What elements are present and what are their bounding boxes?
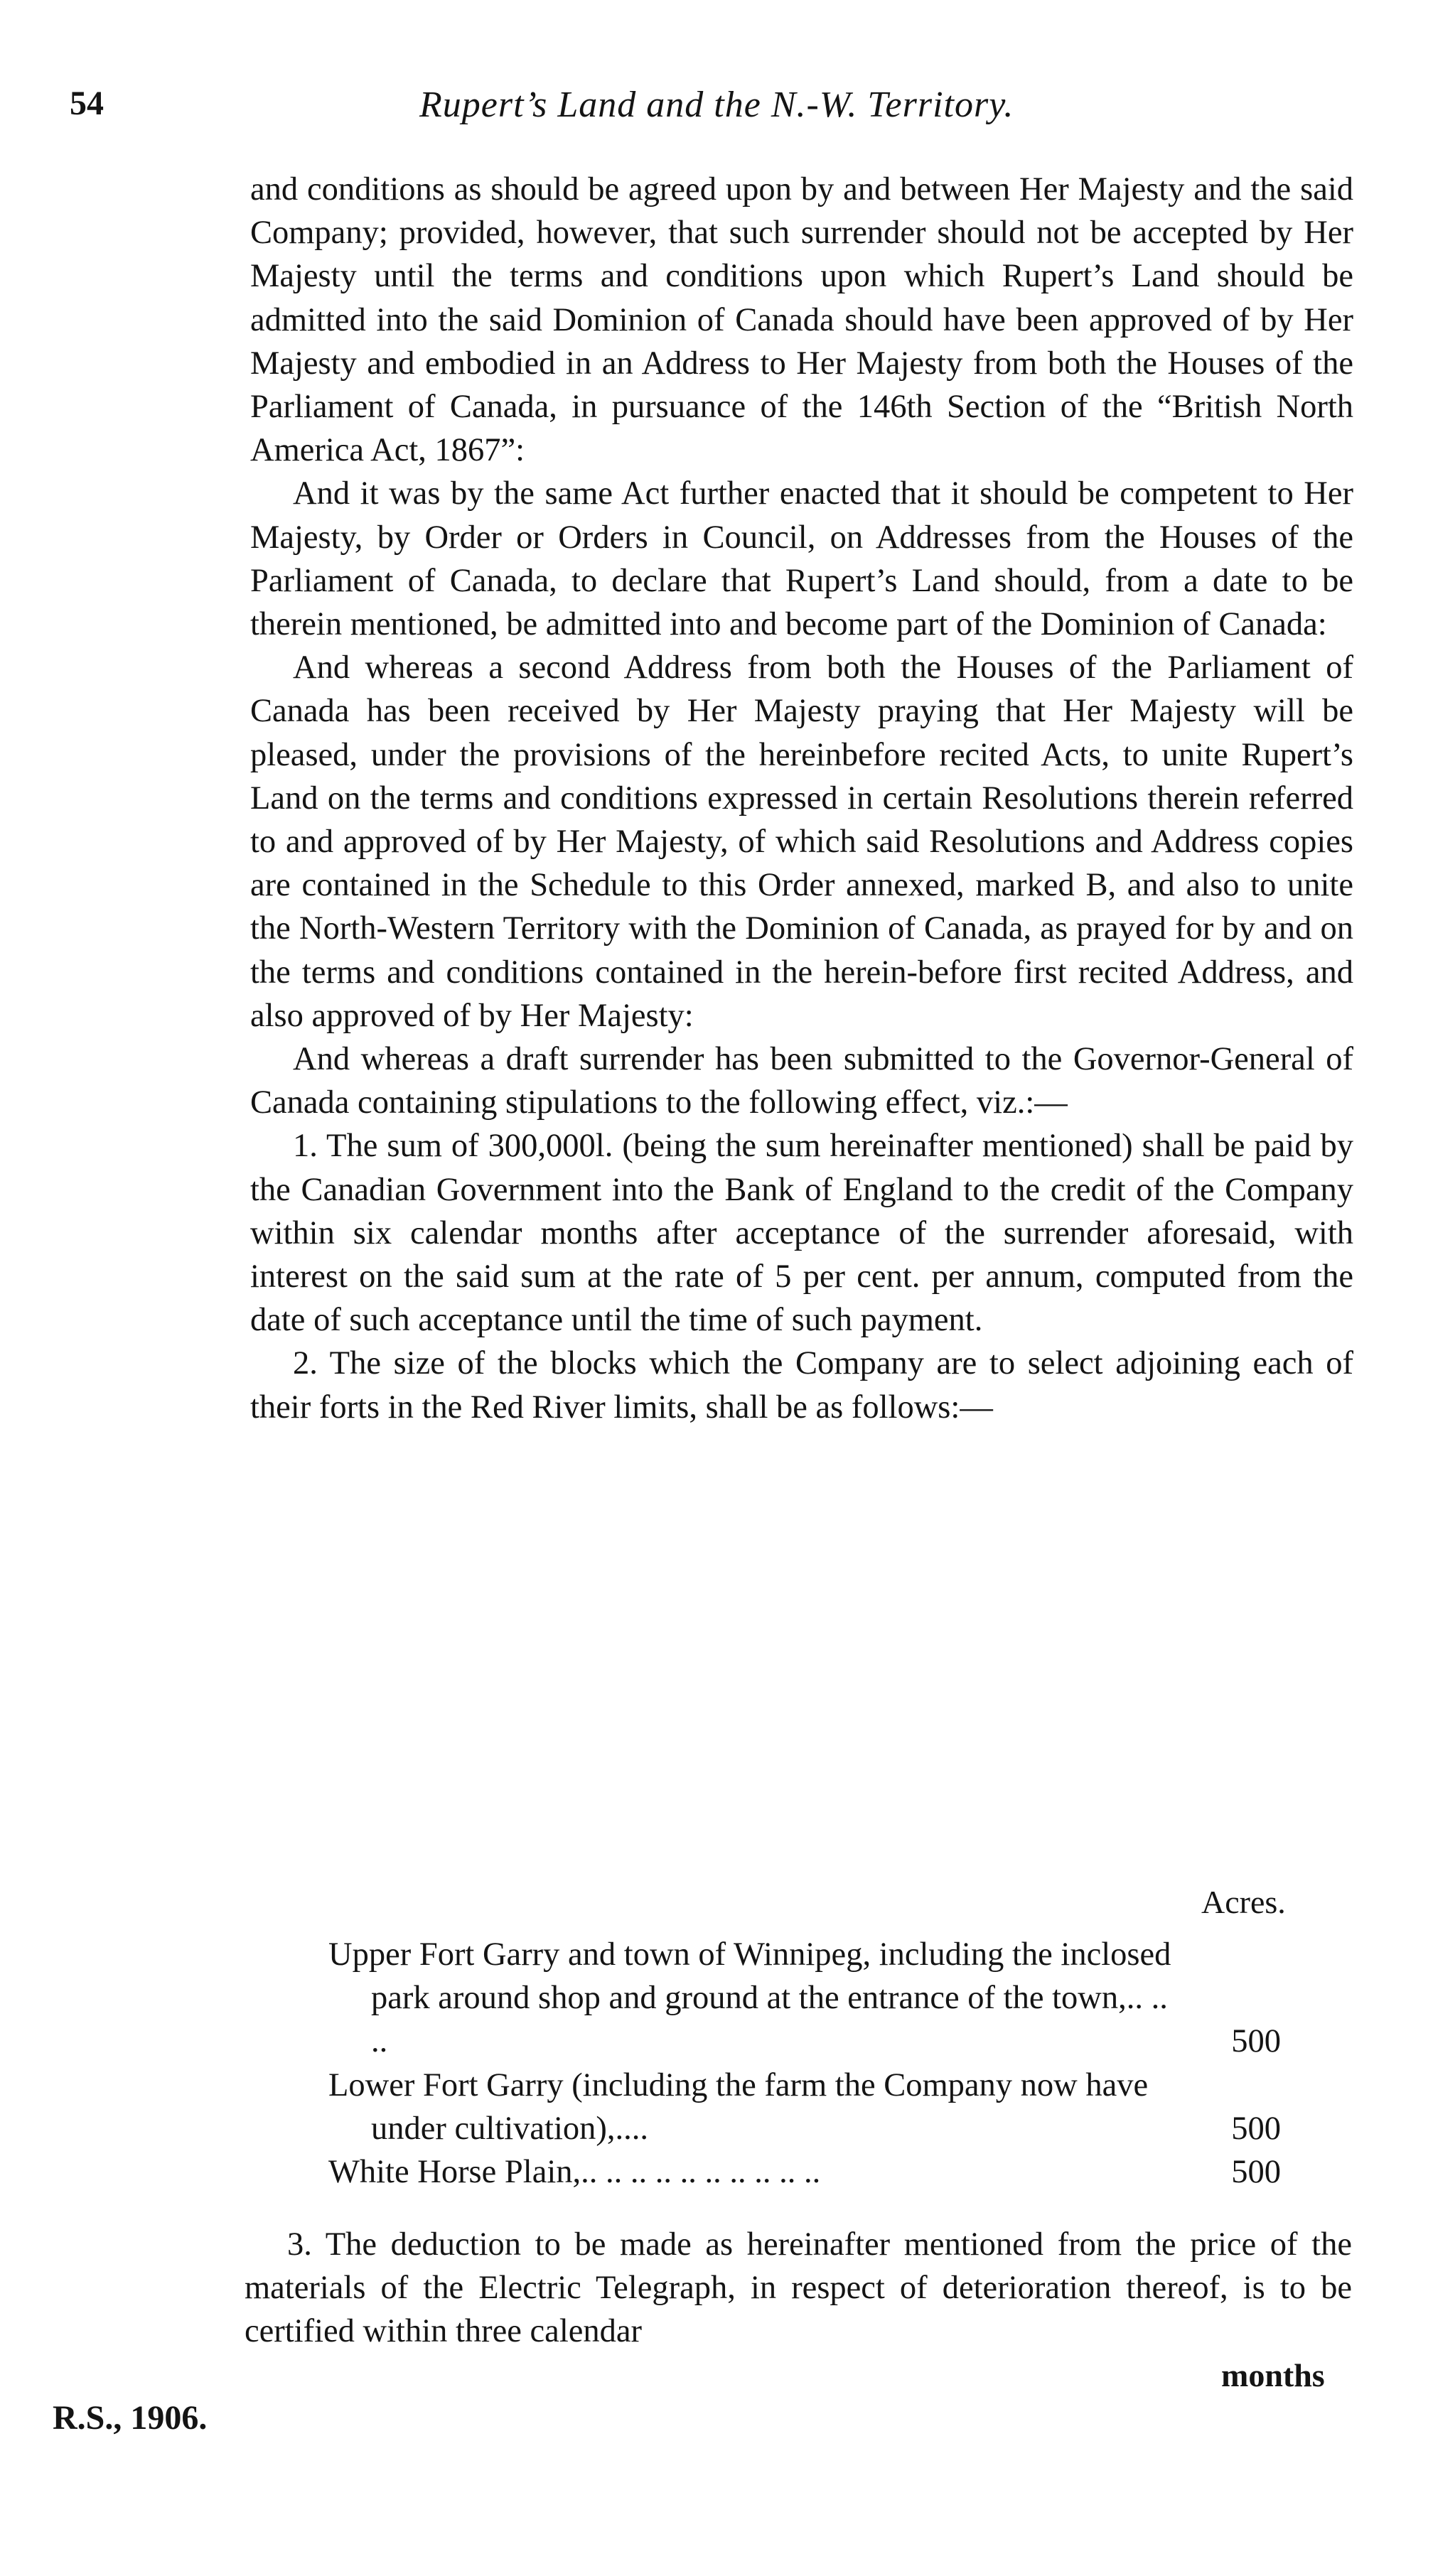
body-text-continued	[245, 2223, 1352, 2354]
page-number: 54	[70, 85, 104, 122]
acres-row-value: 500	[1231, 2023, 1281, 2060]
paragraph-item-1: 1. The sum of 300,000l. (being the sum hereinafter mentioned) shall be paid by the Canadian Government into the Bank of England to the credit of the Company within six calendar months after acceptance of the surrender aforesaid, with interest on the said sum at the rate of 5 per cent. per annum, computed from the date of such acceptance until the time of such payment.	[250, 1128, 1353, 1339]
paragraph-continuation: and conditions as should be agreed upon by and between Her Majesty and the said Company; provided, however, that such surrender should not be accepted by Her Majesty until the terms and conditions upon which Rupert’s Land should be admitted into the said Dominion of Canada should have been approved of by Her Majesty and embodied in an Address to Her Majesty from both the Houses of the Parliament of Canada, in pursuance of the 146th Section of the “British North America Act, 1867”:	[250, 171, 1353, 469]
acres-row-description: White Horse Plain,.. .. .. .. .. .. .. .. .. ..	[328, 2154, 821, 2191]
acres-row-value: 500	[1231, 2110, 1281, 2147]
catchword: months	[1221, 2357, 1325, 2393]
acres-table	[328, 1933, 1281, 2194]
paragraph-draft-surrender: And whereas a draft surrender has been submitted to the Governor-General of Canada containing stipulations to the following effect, viz.:—	[250, 1041, 1353, 1121]
acres-column-header: Acres.	[1201, 1884, 1286, 1920]
running-title: Rupert’s Land and the N.-W. Territory.	[419, 85, 1014, 125]
acres-row-lower-fort-garry	[328, 2064, 1281, 2150]
page-header	[0, 84, 1433, 141]
acres-row-description: Lower Fort Garry (including the farm the Company now have under cultivation),....	[328, 2066, 1149, 2147]
acres-row-value: 500	[1231, 2154, 1281, 2191]
revised-statutes-mark: R.S., 1906.	[53, 2399, 208, 2437]
acres-row-white-horse-plain	[328, 2150, 1281, 2194]
paragraph-second-address: And whereas a second Address from both the Houses of the Parliament of Canada has been received by Her Majesty praying that Her Majesty will be pleased, under the provisions of the hereinbefore recited Acts, to unite Rupert’s Land on the terms and conditions expressed in certain Resolutions therein referred to and approved of by Her Majesty, of which said Resolutions and Address copies are contained in the Schedule to this Order annexed, marked B, and also to unite the North-Western Territory with the Dominion of Canada, as prayed for by and on the terms and conditions contained in the herein-before first recited Address, and also approved of by Her Majesty:	[250, 650, 1353, 1034]
paragraph-competent: And it was by the same Act further enacted that it should be competent to Her Majesty, by Order or Orders in Council, on Addresses from the Houses of the Parliament of Canada, to declare that Rupert’s Land should, from a date to be therein mentioned, be admitted into and become part of the Dominion of Canada:	[250, 475, 1353, 643]
paragraph-item-2: 2. The size of the blocks which the Company are to select adjoining each of their forts in the Red River limits, shall be as follows:—	[250, 1345, 1353, 1426]
paragraph-item-3: 3. The deduction to be made as hereinafter mentioned from the price of the materials of the Electric Telegraph, in respect of deterioration thereof, is to be certified within three calendar	[245, 2226, 1352, 2350]
acres-row-upper-fort-garry	[328, 1933, 1281, 2064]
body-text	[250, 168, 1353, 1429]
acres-row-description: Upper Fort Garry and town of Winnipeg, including the inclosed park around shop and ground at the entrance of the town,.. .. ..	[328, 1936, 1171, 2060]
